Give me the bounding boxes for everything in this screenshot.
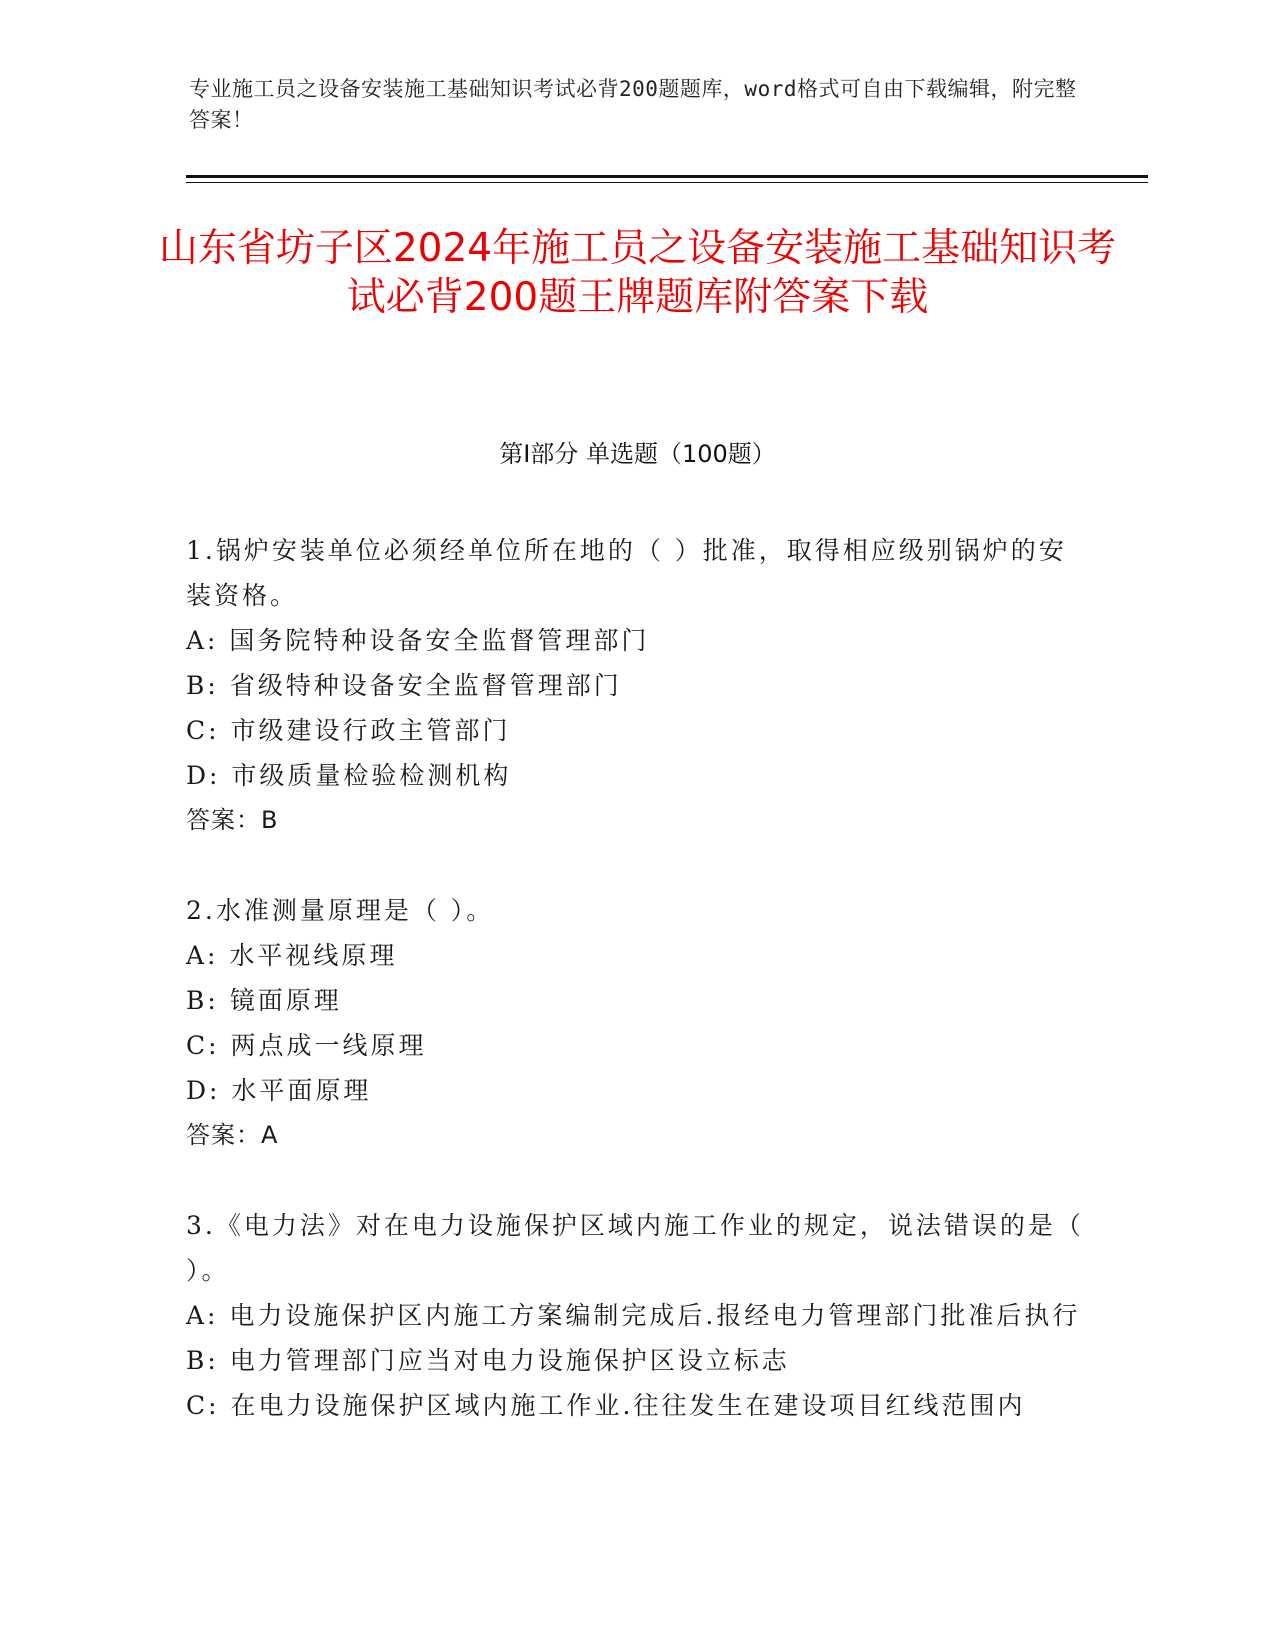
header-divider-thick	[186, 175, 1148, 178]
option-c: C: 在电力设施保护区域内施工作业.往往发生在建设项目红线范围内	[186, 1391, 1026, 1420]
question-stem: 2.水准测量原理是（ ）。	[186, 896, 495, 925]
answer-line: 答案：A	[186, 1121, 279, 1149]
question-3	[186, 1203, 1086, 1428]
option-c: C: 两点成一线原理	[186, 1031, 427, 1060]
question-2	[186, 888, 1086, 1158]
question-list	[186, 528, 1086, 1473]
question-stem: 1.锅炉安装单位必须经单位所在地的（ ）批准，取得相应级别锅炉的安装资格。	[186, 536, 1067, 610]
option-b: B: 电力管理部门应当对电力设施保护区设立标志	[186, 1346, 790, 1375]
option-d: D: 市级质量检验检测机构	[186, 761, 512, 790]
question-1	[186, 528, 1086, 843]
document-title: 山东省坊子区2024年施工员之设备安装施工基础知识考试必背200题王牌题库附答案下载	[158, 226, 1117, 320]
option-d: D: 水平面原理	[186, 1076, 372, 1105]
option-b: B: 省级特种设备安全监督管理部门	[186, 671, 622, 700]
option-b: B: 镜面原理	[186, 986, 342, 1015]
option-a: A: 国务院特种设备安全监督管理部门	[186, 626, 650, 655]
option-a: A: 电力设施保护区内施工方案编制完成后.报经电力管理部门批准后执行	[186, 1301, 1081, 1330]
question-stem: 3.《电力法》对在电力设施保护区域内施工作业的规定，说法错误的是（ ）。	[186, 1211, 1084, 1285]
header-divider-thin	[186, 182, 1148, 183]
section-title: 第I部分 单选题（100题）	[499, 440, 776, 468]
option-c: C: 市级建设行政主管部门	[186, 716, 511, 745]
answer-line: 答案：B	[186, 806, 279, 834]
header-note: 专业施工员之设备安装施工基础知识考试必背200题题库，word格式可自由下载编辑，附完整答案！	[189, 77, 1077, 132]
option-a: A: 水平视线原理	[186, 941, 398, 970]
